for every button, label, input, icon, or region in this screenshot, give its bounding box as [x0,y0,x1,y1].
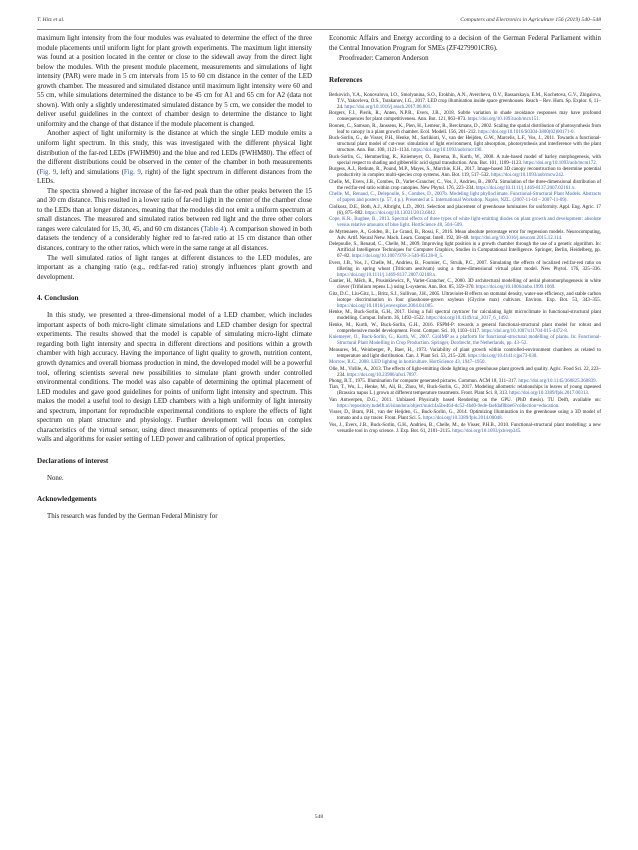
reference-item: de Myttenaere, A., Golden, B., Le Grand, B., Rossi, F., 2016. Mean absolute percentage error for regression models. Neurocomputing, Adv. Artif. Neural Netw. Mach. Learn. Comput. Intell. 192, 38–48. https://doi.org/10.1016/j.neucom.2015.12.114. [329,229,601,241]
reference-item[interactable]: Cope, K.R., Bugbee, B., 2013. Spectral effects of three types of white light-emitting diodes on plant growth and development: absolute versus relative amounts of blue light. HortScience 48, 504–509. [329,217,601,229]
left-column [37,34,312,522]
reference-item: Tian, T., Wu, L., Henke, M., Ali, B., Zhou, W., Buck-Sorlin, G., 2017. Modeling allometric relationships in leaves of young rapeseed (Brassica napus L.) grown at different temperature treatments. Front. Plant Sci. 8, 313. https://doi.org/10.3389/fpls.2017.00313. [329,385,601,397]
reference-item: Delepoulle, S., Renaud, C., Chelle, M., 2009. Improving light position in a growth chamber through the use of a genetic algorithm. In: Artificial Intelligence Techniques for Computer Graphics, Studies in Computational Intelligence. Springer, Berlin, Heidelberg, pp. 67–82. https://doi.org/10.1007/978-3-540-85128-8_5. [329,242,601,260]
header-journal: Computers and Electronics in Agriculture 156 (2019) 540–548 [460,17,601,23]
paragraph-uniformity-intensity: maximum light intensity from the four modules was evaluated to determine the effect of the three module placements until uniform light for plant growth experiments. The maximum light intensity was found at a position located in the center or close to the sidewall away from the direct light below the modules. With the present module placement, measurements and simulations of light intensity (PAR) were made in 5 cm intervals from 15 to 60 cm distance in the center of the LED growth chamber. The measured and simulated distance until maximum light intensity were 60 and 55 cm, while simulations determined the distance to be 45 cm for A1 and 65 cm for A2 (data not shown). With only a slightly underestimated simulated distance by 5 cm, we consider the model to deliver useful guidelines in the context of chamber design to determine the distance to light uniformity and the change of that distance if the module placement is changed. [37,35,312,128]
reference-doi-link[interactable]: https://doi.org/10.1093/aob/mcx151. [467,117,540,123]
reference-doi-link[interactable]: https://doi.org/10.1093/jxb/erp345. [452,428,522,434]
reference-item[interactable]: Morrow, R.C., 2008. LED lighting in horticulture. HortScience 43, 1947–1950. [329,360,486,366]
reference-item: Phong, B.T., 1975. Illumination for computer generated pictures. Commun. ACM 18, 311–317. https://doi.org/10.1145/360825.360839. [329,379,597,384]
reference-item[interactable]: Kniemeyer, O., Buck-Sorlin, G., Kurth, W., 2007. GroIMP as a platform for functional-structural modelling of plants. In: Functional-Structural Plant Modelling in Crop Production. Springer, Dordrecht, the Netherlands, pp. 43–52. [329,335,601,347]
reference-doi-link[interactable]: https://doi.org/10.1016/j.neucom.2015.12.114. [470,235,563,241]
funding-text: Economic Affairs and Energy according to a decision of the German Federal Parliament within the Central Innovation Program for SMEs (ZF4279901CR6). [329,35,601,52]
header-divider [37,29,601,30]
reference-item: Van Antwerpen, D.G., 2011. Unbiased Physically based Rendering on the GPU. (PhD thesis). TU Delft, available on: https://repository.tudelft.nl/islandora/object/uuid:4a5be464-dc52-4bd0-9ede-faefdaf8bbe6?collection=education. [329,397,601,409]
reference-doi-link[interactable]: https://doi.org/10.1111/j.1469-8137.2007.02161.x. [475,185,576,191]
reference-doi-link[interactable]: https://repository.tudelft.nl/islandora/object/uuid:4a5be464-dc52-4bd0-9ede-faefdaf8bbe6?collection=education. [337,403,560,409]
reference-doi-link[interactable]: https://doi.org/10.1093/aob/mcm172. [523,160,597,166]
reference-list [329,93,601,435]
reference-item: Henke, M., Buck-Sorlin, G.H., 2017. Using a full spectral raytracer for calculating light microclimate in functional-structural plant modelling. Comput. Inform. 36, 1492–1522. https://doi.org/10.4149/cai_2017_6_1492. [329,310,601,322]
reference-doi-link[interactable]: https://doi.org/10.1007/s11704-015-4472-8. [481,328,569,334]
heading-acknowledgements: Acknowledgements [37,495,97,504]
reference-item: Vos, J., Evers, J.B., Buck-Sorlin, G.H., Andrieu, B., Chelle, M., de Visser, P.H.B., 2010. Functional-structural plant modelling: a new versatile tool in crop science. J. Exp. Bot. 61, 2101–2115. https://doi.org/10.1093/jxb/erp345. [329,422,601,434]
reference-doi-link[interactable]: https://doi.org/10.4149/cai_2017_6_1492. [426,316,510,322]
reference-item: Berkovich, Y.A., Konovalova, I.O., Smolyanina, S.O., Erokhin, A.N., Avercheva, O.V., Bassarskaya, E.M., Kochetova, G.V., Zhigalova, T.V., Yakovleva, O.S., Tarakanov, I.G., 2017. LED crop illumination inside space greenhouses. Reach – Rev. Hum. Sp. Explor. 6, 11–24. https://doi.org/10.1016/j.reach.2017.06.001. [329,92,601,110]
page-number: 548 [314,814,324,820]
reference-item: Chelle, M., Evers, J.B., Combes, D., Varlet-Grancher, C., Vos, J., Andrieu, B., 2007a. Simulation of the three-dimensional distribution of the red:far-red ratio within crop canopies. New Phytol. 176, 223–234. https://doi.org/10.1111/j.1469-8137.2007.02161.x. [329,179,601,191]
reference-doi-link[interactable]: https://doi.org/10.3389/fpls.2014.00048. [422,416,503,422]
running-header [37,17,601,27]
table4-link[interactable]: Table 4 [203,225,224,233]
reference-doi-link[interactable]: https://doi.org/10.1093/aob/mcr190. [411,148,483,154]
reference-doi-link[interactable]: https://doi.org/10.1111/j.1469-8137.2007.02168.x. [337,272,437,278]
reference-item: Visser, D., Bram, P.H., van der Heijden, G., Buck-Sorlin, G., 2014. Optimizing illumination in the greenhouse using a 3D model of tomato and a ray tracer. Front. Plant Sci. 5. https://doi.org/10.3389/fpls.2014.00048. [329,410,601,422]
reference-item: Ciolkosz, D.E., Both, A.J., Albright, L.D., 2001. Selection and placement of greenhouse luminaires for uniformity. Appl. Eng. Agric. 17 (6), 875–882. https://doi.org/10.13031/2013.6842. [329,204,601,216]
paragraph-conclusion: In this study, we presented a three-dimensional model of a LED chamber, which includes important aspects of both micro-light climate simulations and LED chamber design for spectral experiments. The results showed that the model is capable of simulating micro-light climate regarding both light intensity and spectra in different directions and positions within a growth chamber with high accuracy. Having the importance of light quality to growth, nutrition content, growth dynamics and overall biomass production in mind, the developed model will be a powerful tool, offering scientists several new possibilities to simulate plant growth under controlled environmental conditions. The model was also capable of determining the optimal placement of LED modules and gave good guidelines for points of uniform light intensity and spectrum. This makes the model a useful tool to design LED chambers with a high uniformity of light intensity and spectrum, important for reproducible experimental conditions to explore the effects of light spectrum on plant structure and physiology. Further development will focus on complex characteristics of the virtual sensor, using direct measurements of optical properties of the side walls and algorithms for easier setting of LED power and calibration of optical properties. [37,312,312,444]
reference-item: Borgers, F.J., Pierik, R., Anten, N.P.R., Evers, J.B., 2018. Subtle variation in shade avoidance responses may have profound consequences for plant competitiveness. Ann. Bot. 121, 863–873. https://doi.org/10.1093/aob/mcx151. [329,111,601,123]
reference-item[interactable]: Chelle, M., Renaud, C., Delepoulle, S., Combes, D., 2007b. Modeling light phylloclimate. Functional-Structural Plant Models. Abstracts of papers and posters (p. 57, 4 p.). Presented at 5. International Workshop. Napier, NZL. (2007-11-04 – 2007-11-09). [329,192,601,204]
reference-item: Buck-Sorlin, G., de Visser, P.H., Henke, M., Sarlikioti, V., van der Heijden, G.W., Marcelis, L.F., Vos, J., 2011. Towards a functional-structural plant model of cut-rose: simulation of light environment, light absorption, photosynthesis and interference with the plant structure. Ann. Bot. 108, 1121–1134. https://doi.org/10.1093/aob/mcr190. [329,136,601,154]
reference-item: Measures, M., Weinberger, P., Baer, H., 1973. Variability of plant growth within controlled-environment chambers as related to temperature and light distribution. Can. J. Plant Sci. 53, 215–220. https://doi.org/10.4141/cjps73-038. [329,347,601,359]
reference-doi-link[interactable]: https://doi.org/10.1006/anbo.1999.1069. [475,285,556,291]
reference-doi-link[interactable]: https://doi.org/10.23986/afsci.7897. [346,372,418,378]
reference-item: Henke, M., Kurth, W., Buck-Sorlin, G.H., 2016. FSPM-P: towards a general functional-structural plant model for robust and comprehensive model development. Front. Comput. Sci. 10, 1103–1117. https://doi.org/10.1007/s11704-015-4472-8. [329,322,601,334]
fig9-link-2[interactable]: Fig. 9 [123,168,141,176]
reference-item: Gitz, D.C., Liu-Gitz, L., Britz, S.J., Sullivan, J.H., 2005. Ultraviolet-B effects on stomatal density, water-use efficiency, and stable carbon isotope discrimination in four glasshouse-grown soybean (Glycine max) cultivars. Environ. Exp. Bot. 53, 343–355. https://doi.org/10.1016/j.envexpbot.2004.04.005. [329,291,601,309]
reference-item: Buck-Sorlin, G., Hemmerling, R., Kniemeyer, O., Burema, B., Kurth, W., 2008. A rule-based model of barley morphogenesis, with special respect to shading and gibberellic acid signal transduction. Ann. Bot. 101, 1109–1123. https://doi.org/10.1093/aob/mcm172. [329,154,601,166]
reference-item: Boonen, C., Samson, R., Janssens, K., Pien, H., Lemeur, R., Berckmans, D., 2002. Scaling the spatial distribution of photosynthesis from leaf to canopy in a plant growth chamber. Ecol. Modell. 156, 201–212. https://doi.org/10.1016/S0304-3800(02)00171-0. [329,123,601,135]
header-authors: T. Hitz et al. [37,17,65,23]
acknowledgements-text: This research was funded by the German Federal Ministry for [47,513,218,521]
reference-doi-link[interactable]: https://doi.org/10.13031/2013.6842. [364,210,437,216]
reference-doi-link[interactable]: https://doi.org/10.1016/S0304-3800(02)00171-0. [478,129,575,135]
reference-item: Gautier, H., Mĕch, R., Prusinkiewicz, P., Varlet-Grancher, C., 2000. 3D architectural modelling of aerial photomorphogenesis in white clover (Trifolium repens L.) using L-systems. Ann. Bot. 85, 359–370. https://doi.org/10.1006/anbo.1999.1069. [329,279,601,291]
right-column [329,34,601,435]
heading-declarations: Declarations of interest [37,456,109,465]
reference-doi-link[interactable]: https://doi.org/10.1016/j.envexpbot.2004.04.005. [337,303,434,309]
proofreader-text: Proofreader: Cameron Anderson [339,55,429,63]
heading-conclusion: 4. Conclusion [37,294,79,303]
reference-item: Evers, J.B., Vos, J., Chelle, M., Andrieu, B., Fournier, C., Struik, P.C., 2007. Simulating the effects of localized red:far-red ratio on tillering in spring wheat (Triticum aestivum) using a three-dimensional virtual plant model. New Phytol. 176, 325–336. https://doi.org/10.1111/j.1469-8137.2007.02168.x. [329,260,601,278]
paragraph-uniformity-spectrum: Another aspect of light uniformity is the distance at which the single LED module emits a uniform light spectrum. In this study, this was investigated with the different physical light distribution of the far-red LEDs (FWHM90) and the blue and red LEDs (FWHM80). The effect of the different distributions could be observed in the center of the chamber in both measurements (Fig. 9, left) and simulations (Fig. 9, right) of the light spectrum in different distances from the LEDs. [37,130,312,186]
paragraph-ratio-importance: The well simulated ratios of light ranges at different distances to the LED modules, are important as a changing ratio (e.g., red:far-red ratio) strongly influences plant growth and development. [37,254,312,281]
reference-doi-link[interactable]: https://doi.org/10.4141/cjps73-038. [467,353,538,359]
reference-doi-link[interactable]: https://doi.org/10.1093/aob/mcw242. [491,173,565,179]
declarations-text: None. [47,474,64,482]
reference-item: Olle, M., Viršile, A., 2013. The effects of light-emitting diode lighting on greenhouse plant growth and quality. Agric. Food Sci. 22, 223–234. https://doi.org/10.23986/afsci.7897. [329,366,601,378]
paragraph-spectra-ratio: The spectra showed a higher increase of the far-red peak than the other peaks between the 15 and 30 cm distance. This resulted in a lower ratio of far-red light in the center of the chamber close to the LEDs than at longer distances, meaning that the modules did not emit a uniform spectrum at small distances. The measured and simulated ratios between red light and the three other colors ranges were calculated for 15, 30, 45, and 60 cm distances (Table 4). A comparison showed in both datasets the tendency of a considerably higher red to far-red ratio at 15 cm distance than other distances, contrary to the other ratios, which were in the same range at all distances. [37,187,313,253]
heading-references: References [329,75,363,84]
fig9-link[interactable]: Fig. 9 [39,168,57,176]
reference-doi-link[interactable]: https://doi.org/10.1145/360825.360839. [518,379,597,384]
reference-doi-link[interactable]: https://doi.org/10.1007/978-3-540-85128-8_5. [351,254,444,260]
reference-doi-link[interactable]: https://doi.org/10.1016/j.reach.2017.06.001. [344,104,432,110]
reference-doi-link[interactable]: https://doi.org/10.3389/fpls.2017.00313. [509,391,590,397]
reference-item: Burgess, A.J., Retkute, R., Pound, M.P., Mayes, S., Murchie, E.H., 2017. Image-based 3D canopy reconstruction to determine potential productivity in complex multi-species crop systems. Ann. Bot. 119, 517–532. https://doi.org/10.1093/aob/mcw242. [329,167,601,179]
